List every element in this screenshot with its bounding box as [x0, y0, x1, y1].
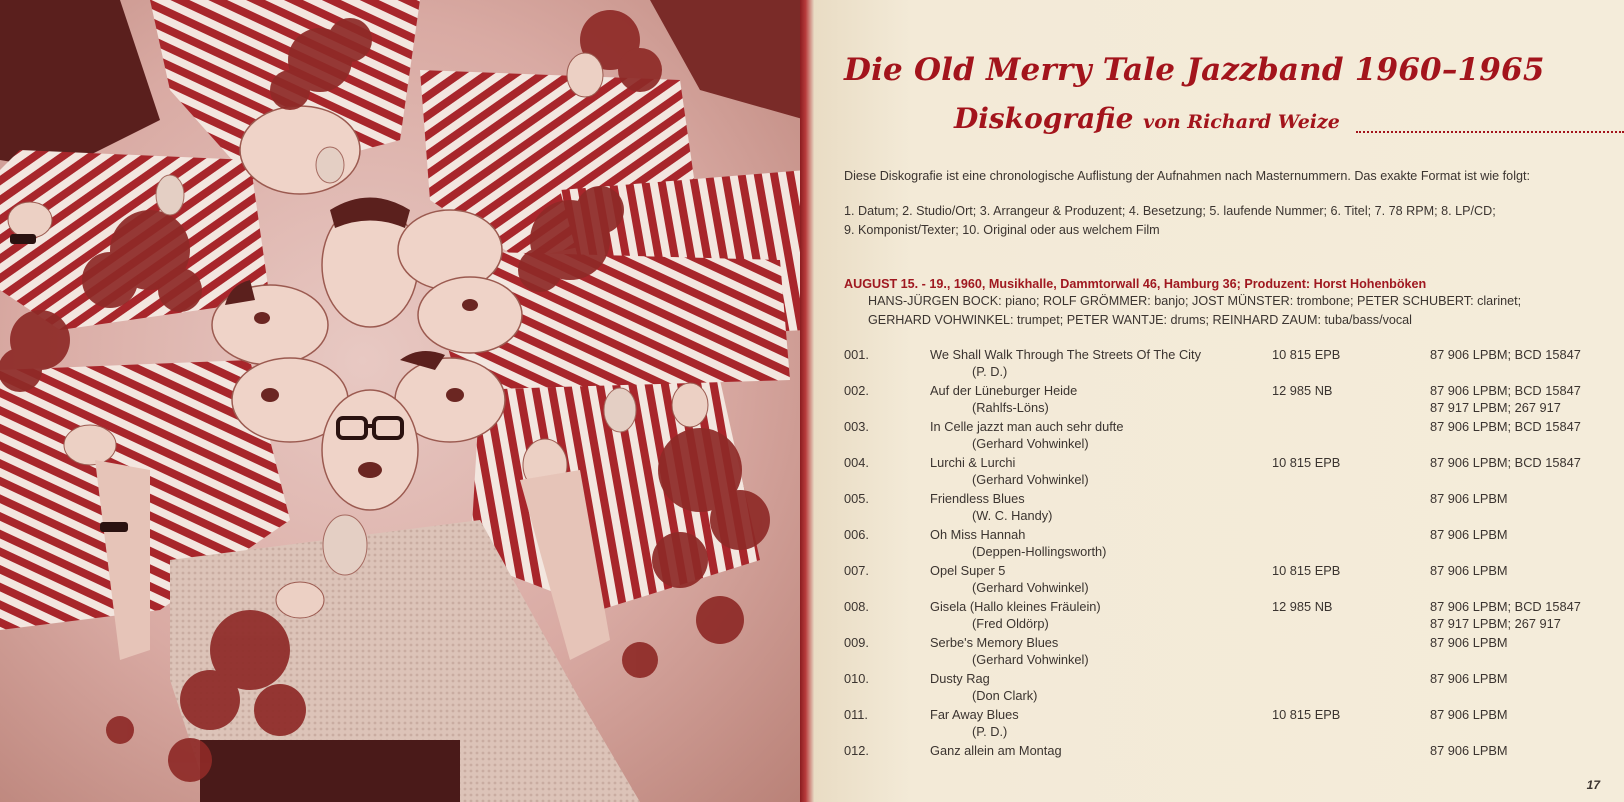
format-legend — [844, 202, 1496, 240]
track-list — [814, 346, 1624, 778]
title-dotted-rule — [1356, 131, 1624, 133]
track-lp-cd: 87 906 LPBM; BCD 15847 — [1430, 419, 1581, 434]
track-lp-cd: 87 906 LPBM — [1430, 671, 1508, 686]
track-composer: (Gerhard Vohwinkel) — [972, 472, 1089, 487]
track-composer: (Don Clark) — [972, 688, 1038, 703]
session-lineup — [868, 292, 1521, 330]
track-lp-cd: 87 906 LPBM — [1430, 707, 1508, 722]
track-title: Friendless Blues — [930, 491, 1025, 506]
track-78rpm: 12 985 NB — [1272, 383, 1333, 398]
track-lp-cd: 87 906 LPBM; BCD 15847 — [1430, 383, 1581, 398]
page-subtitle — [954, 102, 1340, 135]
track-lp-cd: 87 906 LPBM; BCD 15847 — [1430, 347, 1581, 362]
track-number: 010. — [844, 671, 869, 686]
track-lp-cd: 87 906 LPBM; BCD 15847 — [1430, 455, 1581, 470]
track-lp-cd: 87 906 LPBM — [1430, 635, 1508, 650]
track-composer: (Gerhard Vohwinkel) — [972, 580, 1089, 595]
track-78rpm: 10 815 EPB — [1272, 563, 1341, 578]
track-title: Oh Miss Hannah — [930, 527, 1026, 542]
track-title: Far Away Blues — [930, 707, 1019, 722]
track-row — [814, 706, 1624, 742]
track-78rpm: 10 815 EPB — [1272, 455, 1341, 470]
track-78rpm: 10 815 EPB — [1272, 347, 1341, 362]
band-photo-illustration — [0, 0, 806, 802]
track-composer: (Fred Oldörp) — [972, 616, 1049, 631]
track-number: 001. — [844, 347, 869, 362]
track-number: 008. — [844, 599, 869, 614]
page-title: Die Old Merry Tale Jazzband 1960–1965 — [844, 52, 1545, 88]
track-lp-cd-secondary: 87 917 LPBM; 267 917 — [1430, 616, 1561, 631]
track-lp-cd: 87 906 LPBM — [1430, 563, 1508, 578]
track-composer: (P. D.) — [972, 724, 1008, 739]
track-row — [814, 490, 1624, 526]
track-title: We Shall Walk Through The Streets Of The City — [930, 347, 1201, 362]
lineup-line: GERHARD VOHWINKEL: trumpet; PETER WANTJE: drums; REINHARD ZAUM: tuba/bass/vocal — [868, 313, 1412, 327]
track-title: Opel Super 5 — [930, 563, 1006, 578]
track-78rpm: 10 815 EPB — [1272, 707, 1341, 722]
session-heading: AUGUST 15. - 19., 1960, Musikhalle, Dammtorwall 46, Hamburg 36; Produzent: Horst Hohenböken — [844, 277, 1427, 291]
track-row — [814, 562, 1624, 598]
track-row — [814, 670, 1624, 706]
track-number: 011. — [844, 707, 868, 722]
track-number: 005. — [844, 491, 869, 506]
subtitle-author: von Richard Weize — [1143, 111, 1340, 133]
page-number: 17 — [1586, 778, 1600, 792]
track-row — [814, 454, 1624, 490]
track-title: In Celle jazzt man auch sehr dufte — [930, 419, 1124, 434]
track-lp-cd: 87 906 LPBM — [1430, 743, 1508, 758]
track-row — [814, 526, 1624, 562]
track-lp-cd: 87 906 LPBM — [1430, 527, 1508, 542]
track-title: Ganz allein am Montag — [930, 743, 1062, 758]
track-composer: (W. C. Handy) — [972, 508, 1053, 523]
track-row — [814, 346, 1624, 382]
track-lp-cd-secondary: 87 917 LPBM; 267 917 — [1430, 400, 1561, 415]
track-number: 012. — [844, 743, 869, 758]
track-title: Serbe's Memory Blues — [930, 635, 1059, 650]
track-title: Gisela (Hallo kleines Fräulein) — [930, 599, 1101, 614]
track-composer: (Rahlfs-Löns) — [972, 400, 1049, 415]
track-number: 009. — [844, 635, 869, 650]
track-number: 007. — [844, 563, 869, 578]
format-legend-line: 1. Datum; 2. Studio/Ort; 3. Arrangeur & Produzent; 4. Besetzung; 5. laufende Nummer; 6. Titel; 7. 78 RPM; 8. LP/CD; — [844, 204, 1496, 218]
track-title: Lurchi & Lurchi — [930, 455, 1016, 470]
discography-page — [814, 0, 1624, 802]
track-composer: (P. D.) — [972, 364, 1008, 379]
track-number: 003. — [844, 419, 869, 434]
track-78rpm: 12 985 NB — [1272, 599, 1333, 614]
track-row — [814, 634, 1624, 670]
track-row — [814, 742, 1624, 778]
track-title: Auf der Lüneburger Heide — [930, 383, 1078, 398]
track-composer: (Deppen-Hollingsworth) — [972, 544, 1107, 559]
track-number: 004. — [844, 455, 869, 470]
track-lp-cd: 87 906 LPBM; BCD 15847 — [1430, 599, 1581, 614]
lineup-line: HANS-JÜRGEN BOCK: piano; ROLF GRÖMMER: banjo; JOST MÜNSTER: trombone; PETER SCHUBERT: clarinet; — [868, 294, 1522, 308]
track-composer: (Gerhard Vohwinkel) — [972, 436, 1089, 451]
track-number: 006. — [844, 527, 869, 542]
track-number: 002. — [844, 383, 869, 398]
track-row — [814, 598, 1624, 634]
intro-text: Diese Diskografie ist eine chronologische Auflistung der Aufnahmen nach Masternummern. Das exakte Format ist wie folgt: — [844, 169, 1530, 183]
track-row — [814, 382, 1624, 418]
format-legend-line: 9. Komponist/Texter; 10. Original oder aus welchem Film — [844, 223, 1160, 237]
track-lp-cd: 87 906 LPBM — [1430, 491, 1508, 506]
track-row — [814, 418, 1624, 454]
book-spine — [800, 0, 814, 802]
track-title: Dusty Rag — [930, 671, 990, 686]
track-composer: (Gerhard Vohwinkel) — [972, 652, 1089, 667]
subtitle-main: Diskografie — [954, 102, 1134, 135]
band-photo — [0, 0, 806, 802]
